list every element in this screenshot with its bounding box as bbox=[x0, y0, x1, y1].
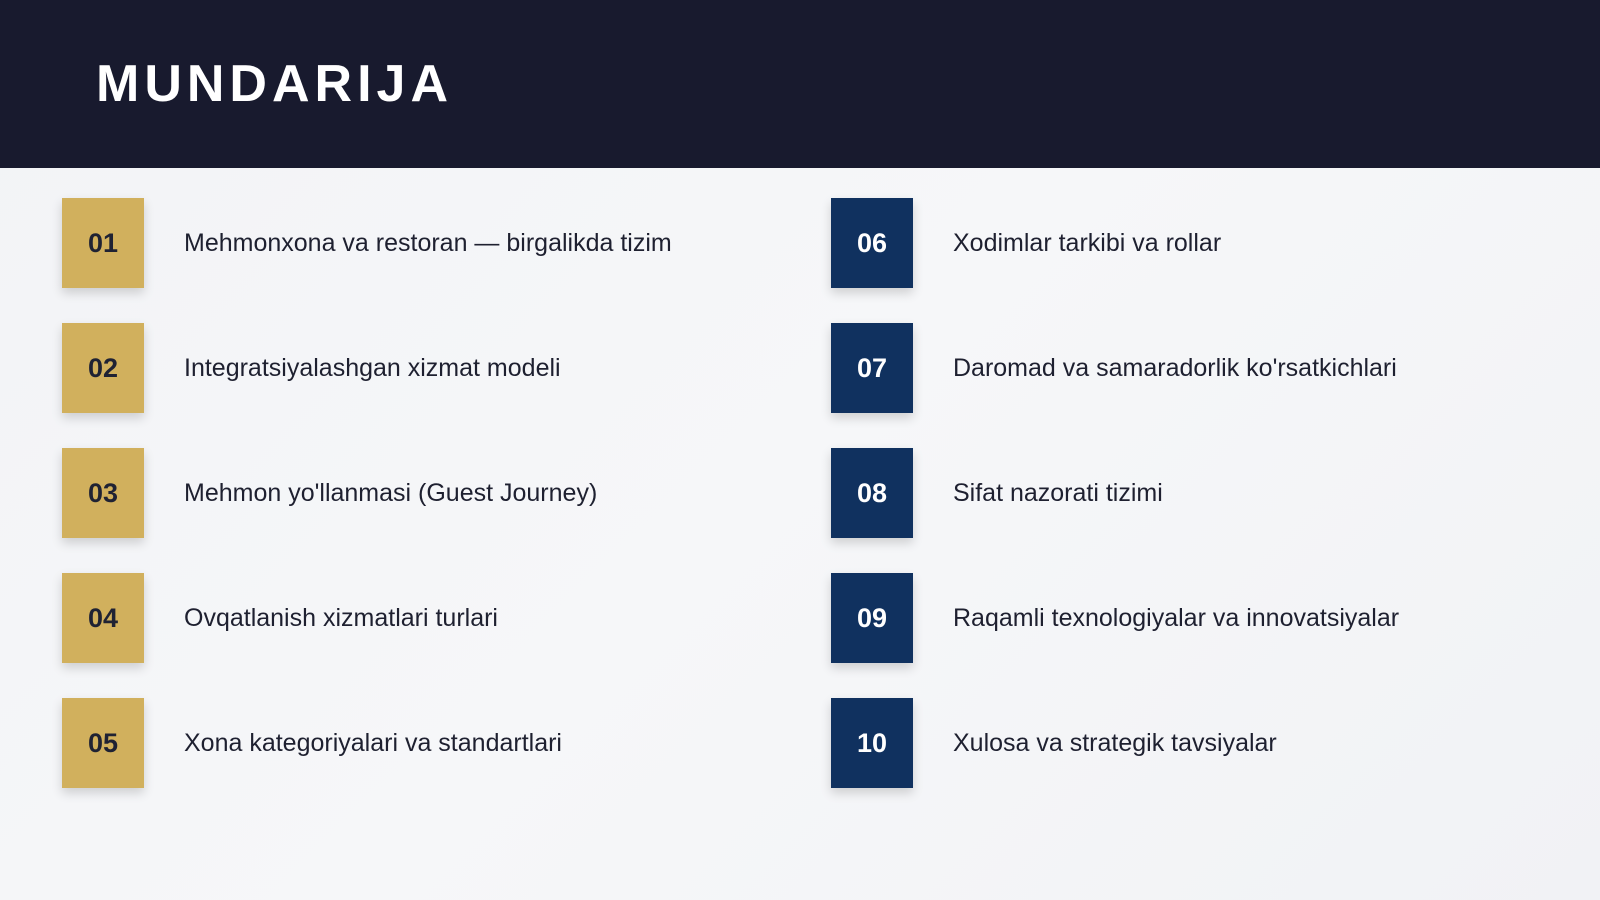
toc-column-left bbox=[62, 198, 802, 823]
toc-item-number: 03 bbox=[62, 448, 144, 538]
toc-item-number: 07 bbox=[831, 323, 913, 413]
page-title: MUNDARIJA bbox=[96, 55, 453, 113]
toc-item-05[interactable] bbox=[62, 698, 802, 788]
toc-item-04[interactable] bbox=[62, 573, 802, 663]
toc-item-number: 06 bbox=[831, 198, 913, 288]
toc-item-09[interactable] bbox=[831, 573, 1571, 663]
toc-item-03[interactable] bbox=[62, 448, 802, 538]
toc-item-number: 08 bbox=[831, 448, 913, 538]
toc-item-label: Sifat nazorati tizimi bbox=[953, 478, 1163, 507]
toc-item-10[interactable] bbox=[831, 698, 1571, 788]
toc-item-label: Mehmon yo'llanmasi (Guest Journey) bbox=[184, 478, 598, 507]
toc-item-label: Raqamli texnologiyalar va innovatsiyalar bbox=[953, 603, 1400, 632]
toc-item-01[interactable] bbox=[62, 198, 802, 288]
toc-column-right bbox=[831, 198, 1571, 823]
toc-item-07[interactable] bbox=[831, 323, 1571, 413]
toc-item-label: Xulosa va strategik tavsiyalar bbox=[953, 728, 1277, 757]
toc-item-06[interactable] bbox=[831, 198, 1571, 288]
toc-item-number: 04 bbox=[62, 573, 144, 663]
toc-item-label: Mehmonxona va restoran — birgalikda tizim bbox=[184, 228, 672, 257]
header-bar bbox=[0, 0, 1600, 168]
toc-item-number: 02 bbox=[62, 323, 144, 413]
toc-item-label: Daromad va samaradorlik ko'rsatkichlari bbox=[953, 353, 1397, 382]
toc-item-label: Ovqatlanish xizmatlari turlari bbox=[184, 603, 498, 632]
toc-item-08[interactable] bbox=[831, 448, 1571, 538]
toc-item-number: 05 bbox=[62, 698, 144, 788]
toc-item-label: Integratsiyalashgan xizmat modeli bbox=[184, 353, 561, 382]
toc-item-label: Xona kategoriyalari va standartlari bbox=[184, 728, 562, 757]
toc-item-number: 10 bbox=[831, 698, 913, 788]
toc-item-number: 01 bbox=[62, 198, 144, 288]
toc-item-label: Xodimlar tarkibi va rollar bbox=[953, 228, 1222, 257]
toc-item-02[interactable] bbox=[62, 323, 802, 413]
toc-item-number: 09 bbox=[831, 573, 913, 663]
